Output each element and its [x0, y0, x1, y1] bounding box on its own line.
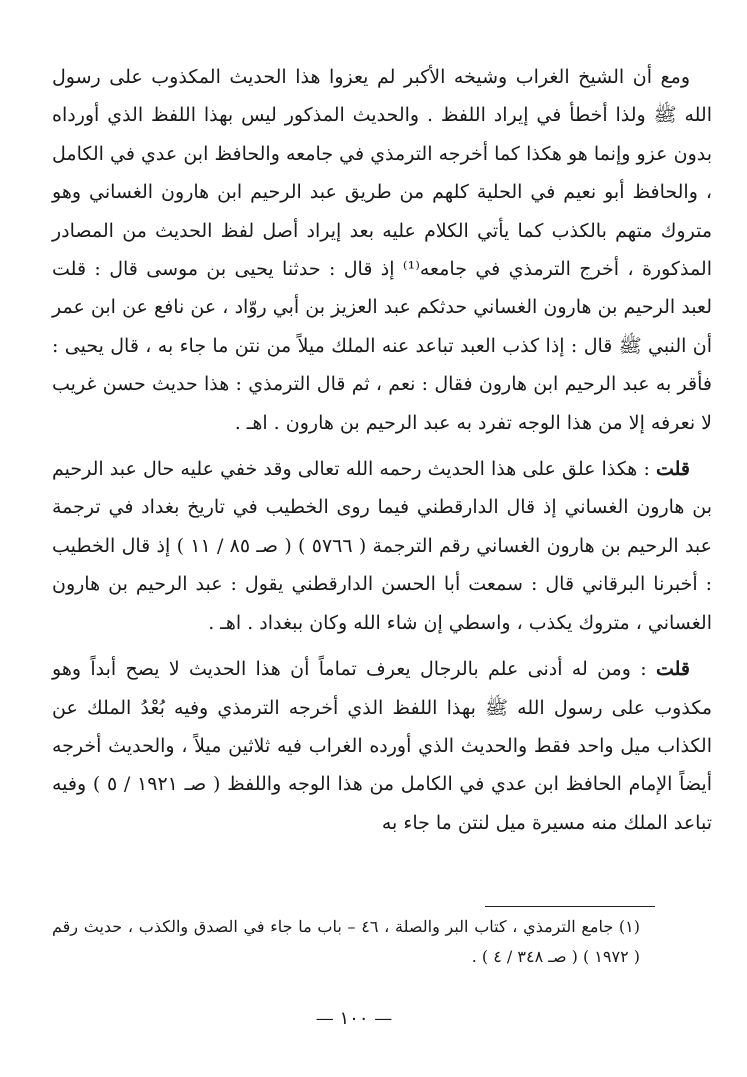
footnote-separator — [485, 906, 655, 907]
paragraph-3-lead: قلت — [655, 658, 690, 681]
paragraph-3-text: : ومن له أدنى علم بالرجال يعرف تماماً أن هذا الحديث لا يصح أبداً وهو مكذوب على رسول الله ﷺ بهذا اللفظ الذي أخرجه الترمذي وفيه بُعْدُ الملك عن الكذاب ميل واحد فقط والحديث الذي أورده الغراب فيه ثلاثين ميلاً ، والحديث أخرجه أيضاً الإمام الحافظ ابن عدي في الكامل من هذا الوجه واللفظ ( صـ ١٩٢١ / ٥ ) وفيه تباعد الملك منه مسيرة ميل لنتن ما جاء به — [52, 658, 712, 834]
paragraph-3 — [52, 650, 712, 842]
paragraph-1-text: ومع أن الشيخ الغراب وشيخه الأكبر لم يعزوا هذا الحديث المكذوب على رسول الله ﷺ ولذا أخطأ في إيراد اللفظ . والحديث المذكور ليس بهذا اللفظ الذي أورداه بدون عزو وإنما هو هكذا كما أخرجه الترمذي في جامعه والحافظ ابن عدي في الكامل ، والحافظ أبو نعيم في الحلية كلهم من طريق عبد الرحيم ابن هارون الغساني وهو متروك متهم بالكذب كما يأتي الكلام عليه بعد إيراد أصل لفظ الحديث من المصادر المذكورة ، أخرج الترمذي في جامعه⁽¹⁾ إذ قال : حدثنا يحيى بن موسى قال : قلت لعبد الرحيم بن هارون الغساني حدثكم عبد العزيز بن أبي روّاد ، عن نافع عن ابن عمر أن النبي ﷺ قال : إذا كذب العبد تباعد عنه الملك ميلاً من نتن ما جاء به ، قال يحيى : فأقر به عبد الرحيم ابن هارون فقال : نعم ، ثم قال الترمذي : هذا حديث حسن غريب لا نعرفه إلا من هذا الوجه تفرد به عبد الرحيم بن هارون . اهـ . — [52, 66, 712, 434]
footnote: (١) جامع الترمذي ، كتاب البر والصلة ، ٤٦ – باب ما جاء في الصدق والكذب ، حديث رقم ( ١٩٧٢ ) ( صـ ٣٤٨ / ٤ ) . — [52, 917, 641, 966]
page-number: — ١٠٠ — — [315, 1008, 393, 1029]
paragraph-2-text: : هكذا علق على هذا الحديث رحمه الله تعالى وقد خفي عليه حال عبد الرحيم بن هارون الغساني إذ قال الدارقطني فيما روى الخطيب في تاريخ بغداد في ترجمة عبد الرحيم بن هارون الغساني رقم الترجمة ( ٥٧٦٦ ) ( صـ ٨٥ / ١١ ) إذ قال الخطيب : أخبرنا البرقاني قال : سمعت أبا الحسن الدارقطني يقول : عبد الرحيم بن هارون الغساني ، متروك يكذب ، واسطي إن شاء الله وكان ببغداد . اهـ . — [52, 458, 713, 634]
paragraph-1 — [52, 58, 712, 442]
main-text — [52, 58, 712, 850]
paragraph-2-lead: قلت — [655, 458, 690, 481]
paragraph-2 — [52, 450, 712, 642]
